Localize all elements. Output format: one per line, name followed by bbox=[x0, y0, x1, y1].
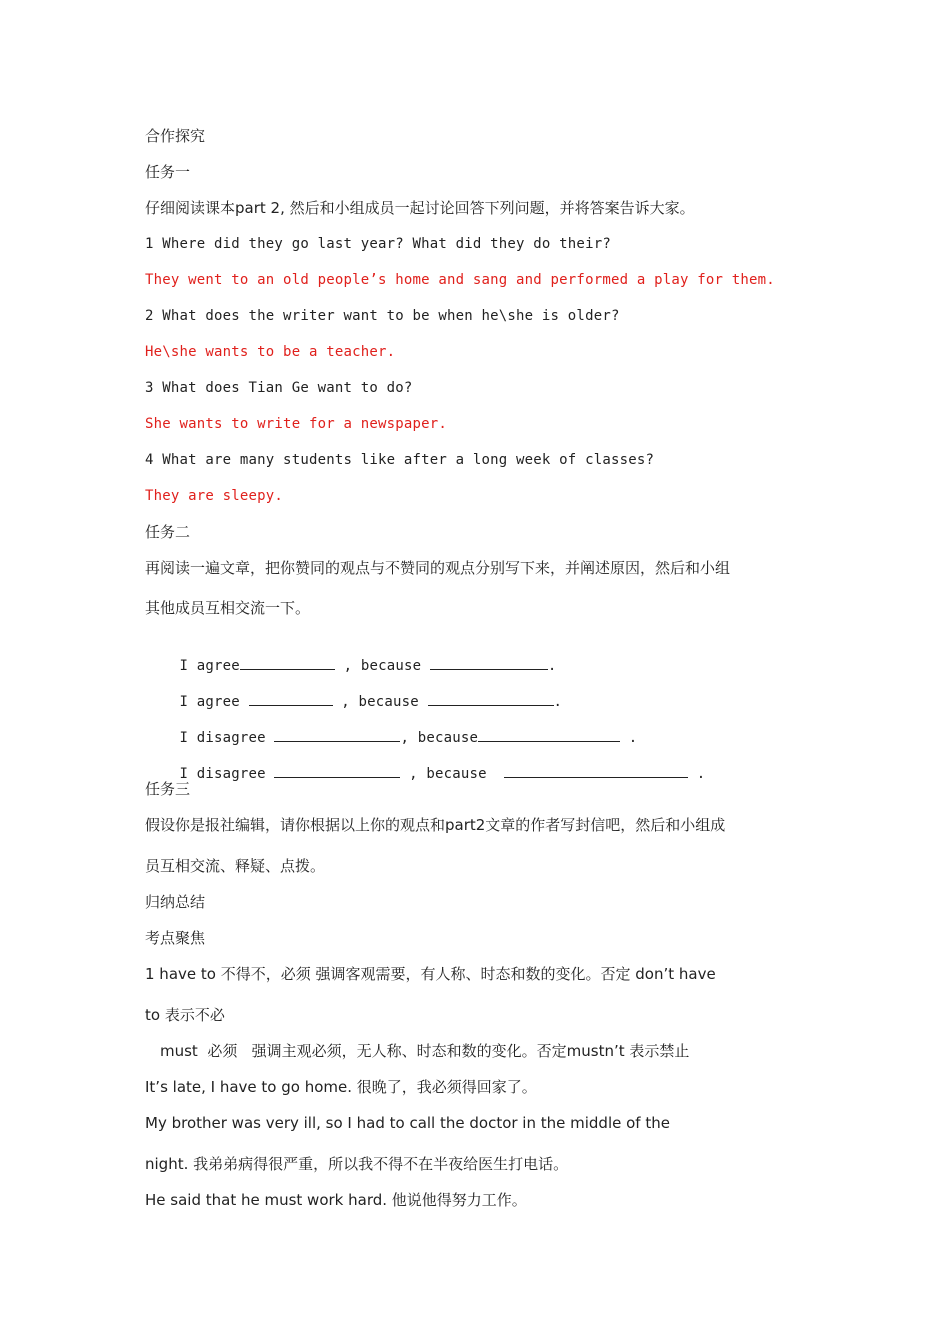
task3-title: 任务三 bbox=[145, 780, 191, 798]
section-heading-cooperate: 合作探究 bbox=[145, 127, 206, 145]
period: . bbox=[553, 694, 563, 710]
period: . bbox=[547, 658, 557, 674]
example-3: He said that he must work hard. 他说他得努力工作。 bbox=[145, 1191, 527, 1209]
opinion-row-disagree-2 bbox=[145, 743, 705, 804]
example-1: It’s late, I have to go home. 很晚了，我必须得回家了。 bbox=[145, 1078, 537, 1096]
example-2-line2: night. 我弟弟病得很严重，所以我不得不在半夜给医生打电话。 bbox=[145, 1155, 569, 1173]
disagree-label: I disagree bbox=[179, 766, 266, 782]
agree-label: I agree bbox=[179, 694, 240, 710]
reason-blank-4[interactable] bbox=[504, 763, 688, 778]
period: . bbox=[696, 766, 706, 782]
task1-answer-3: She wants to write for a newspaper. bbox=[145, 416, 448, 432]
task2-title: 任务二 bbox=[145, 523, 191, 541]
agree-blank-2[interactable] bbox=[249, 691, 333, 706]
because-label: because bbox=[360, 658, 422, 674]
comma: , bbox=[400, 730, 410, 746]
disagree-blank-2[interactable] bbox=[274, 763, 400, 778]
task1-answer-2: He\she wants to be a teacher. bbox=[145, 344, 396, 360]
because-label: because bbox=[426, 766, 487, 782]
because-label: because bbox=[417, 730, 479, 746]
task1-question-1: 1 Where did they go last year? What did they do their? bbox=[145, 236, 611, 252]
task1-title: 任务一 bbox=[145, 163, 191, 181]
disagree-label: I disagree bbox=[179, 730, 266, 746]
task2-instruction-line2: 其他成员互相交流一下。 bbox=[145, 599, 311, 617]
focus-title: 考点聚焦 bbox=[145, 929, 206, 947]
task1-answer-4: They are sleepy. bbox=[145, 488, 284, 504]
task1-answer-1: They went to an old people’s home and sang and performed a play for them. bbox=[145, 272, 775, 288]
reason-blank-3[interactable] bbox=[478, 727, 620, 742]
comma: , bbox=[343, 658, 353, 674]
task1-question-4: 4 What are many students like after a long week of classes? bbox=[145, 452, 655, 468]
reason-blank-1[interactable] bbox=[430, 655, 548, 670]
task3-instruction-line1: 假设你是报社编辑，请你根据以上你的观点和part2文章的作者写封信吧，然后和小组成 bbox=[145, 816, 726, 834]
period: . bbox=[628, 730, 638, 746]
task1-question-2: 2 What does the writer want to be when he\she is older? bbox=[145, 308, 620, 324]
comma: , bbox=[409, 766, 418, 782]
task1-instruction: 仔细阅读课本part 2, 然后和小组成员一起讨论回答下列问题，并将答案告诉大家。 bbox=[145, 199, 695, 217]
agree-blank-1[interactable] bbox=[240, 655, 335, 670]
task1-question-3: 3 What does Tian Ge want to do? bbox=[145, 380, 413, 396]
comma: , bbox=[341, 694, 350, 710]
point1-line1: 1 have to 不得不，必须 强调客观需要，有人称、时态和数的变化。否定 don’t have bbox=[145, 965, 716, 983]
because-label: because bbox=[358, 694, 419, 710]
task3-instruction-line2: 员互相交流、释疑、点拨。 bbox=[145, 857, 326, 875]
agree-label: I agree bbox=[179, 658, 240, 674]
task2-instruction-line1: 再阅读一遍文章，把你赞同的观点与不赞同的观点分别写下来，并阐述原因，然后和小组 bbox=[145, 559, 731, 577]
summary-title: 归纳总结 bbox=[145, 893, 206, 911]
point1-line2: to 表示不必 bbox=[145, 1006, 225, 1024]
reason-blank-2[interactable] bbox=[428, 691, 554, 706]
point2: must 必须 强调主观必须，无人称、时态和数的变化。否定mustn’t 表示禁止 bbox=[160, 1042, 690, 1060]
disagree-blank-1[interactable] bbox=[274, 727, 400, 742]
example-2-line1: My brother was very ill, so I had to call the doctor in the middle of the bbox=[145, 1114, 670, 1132]
